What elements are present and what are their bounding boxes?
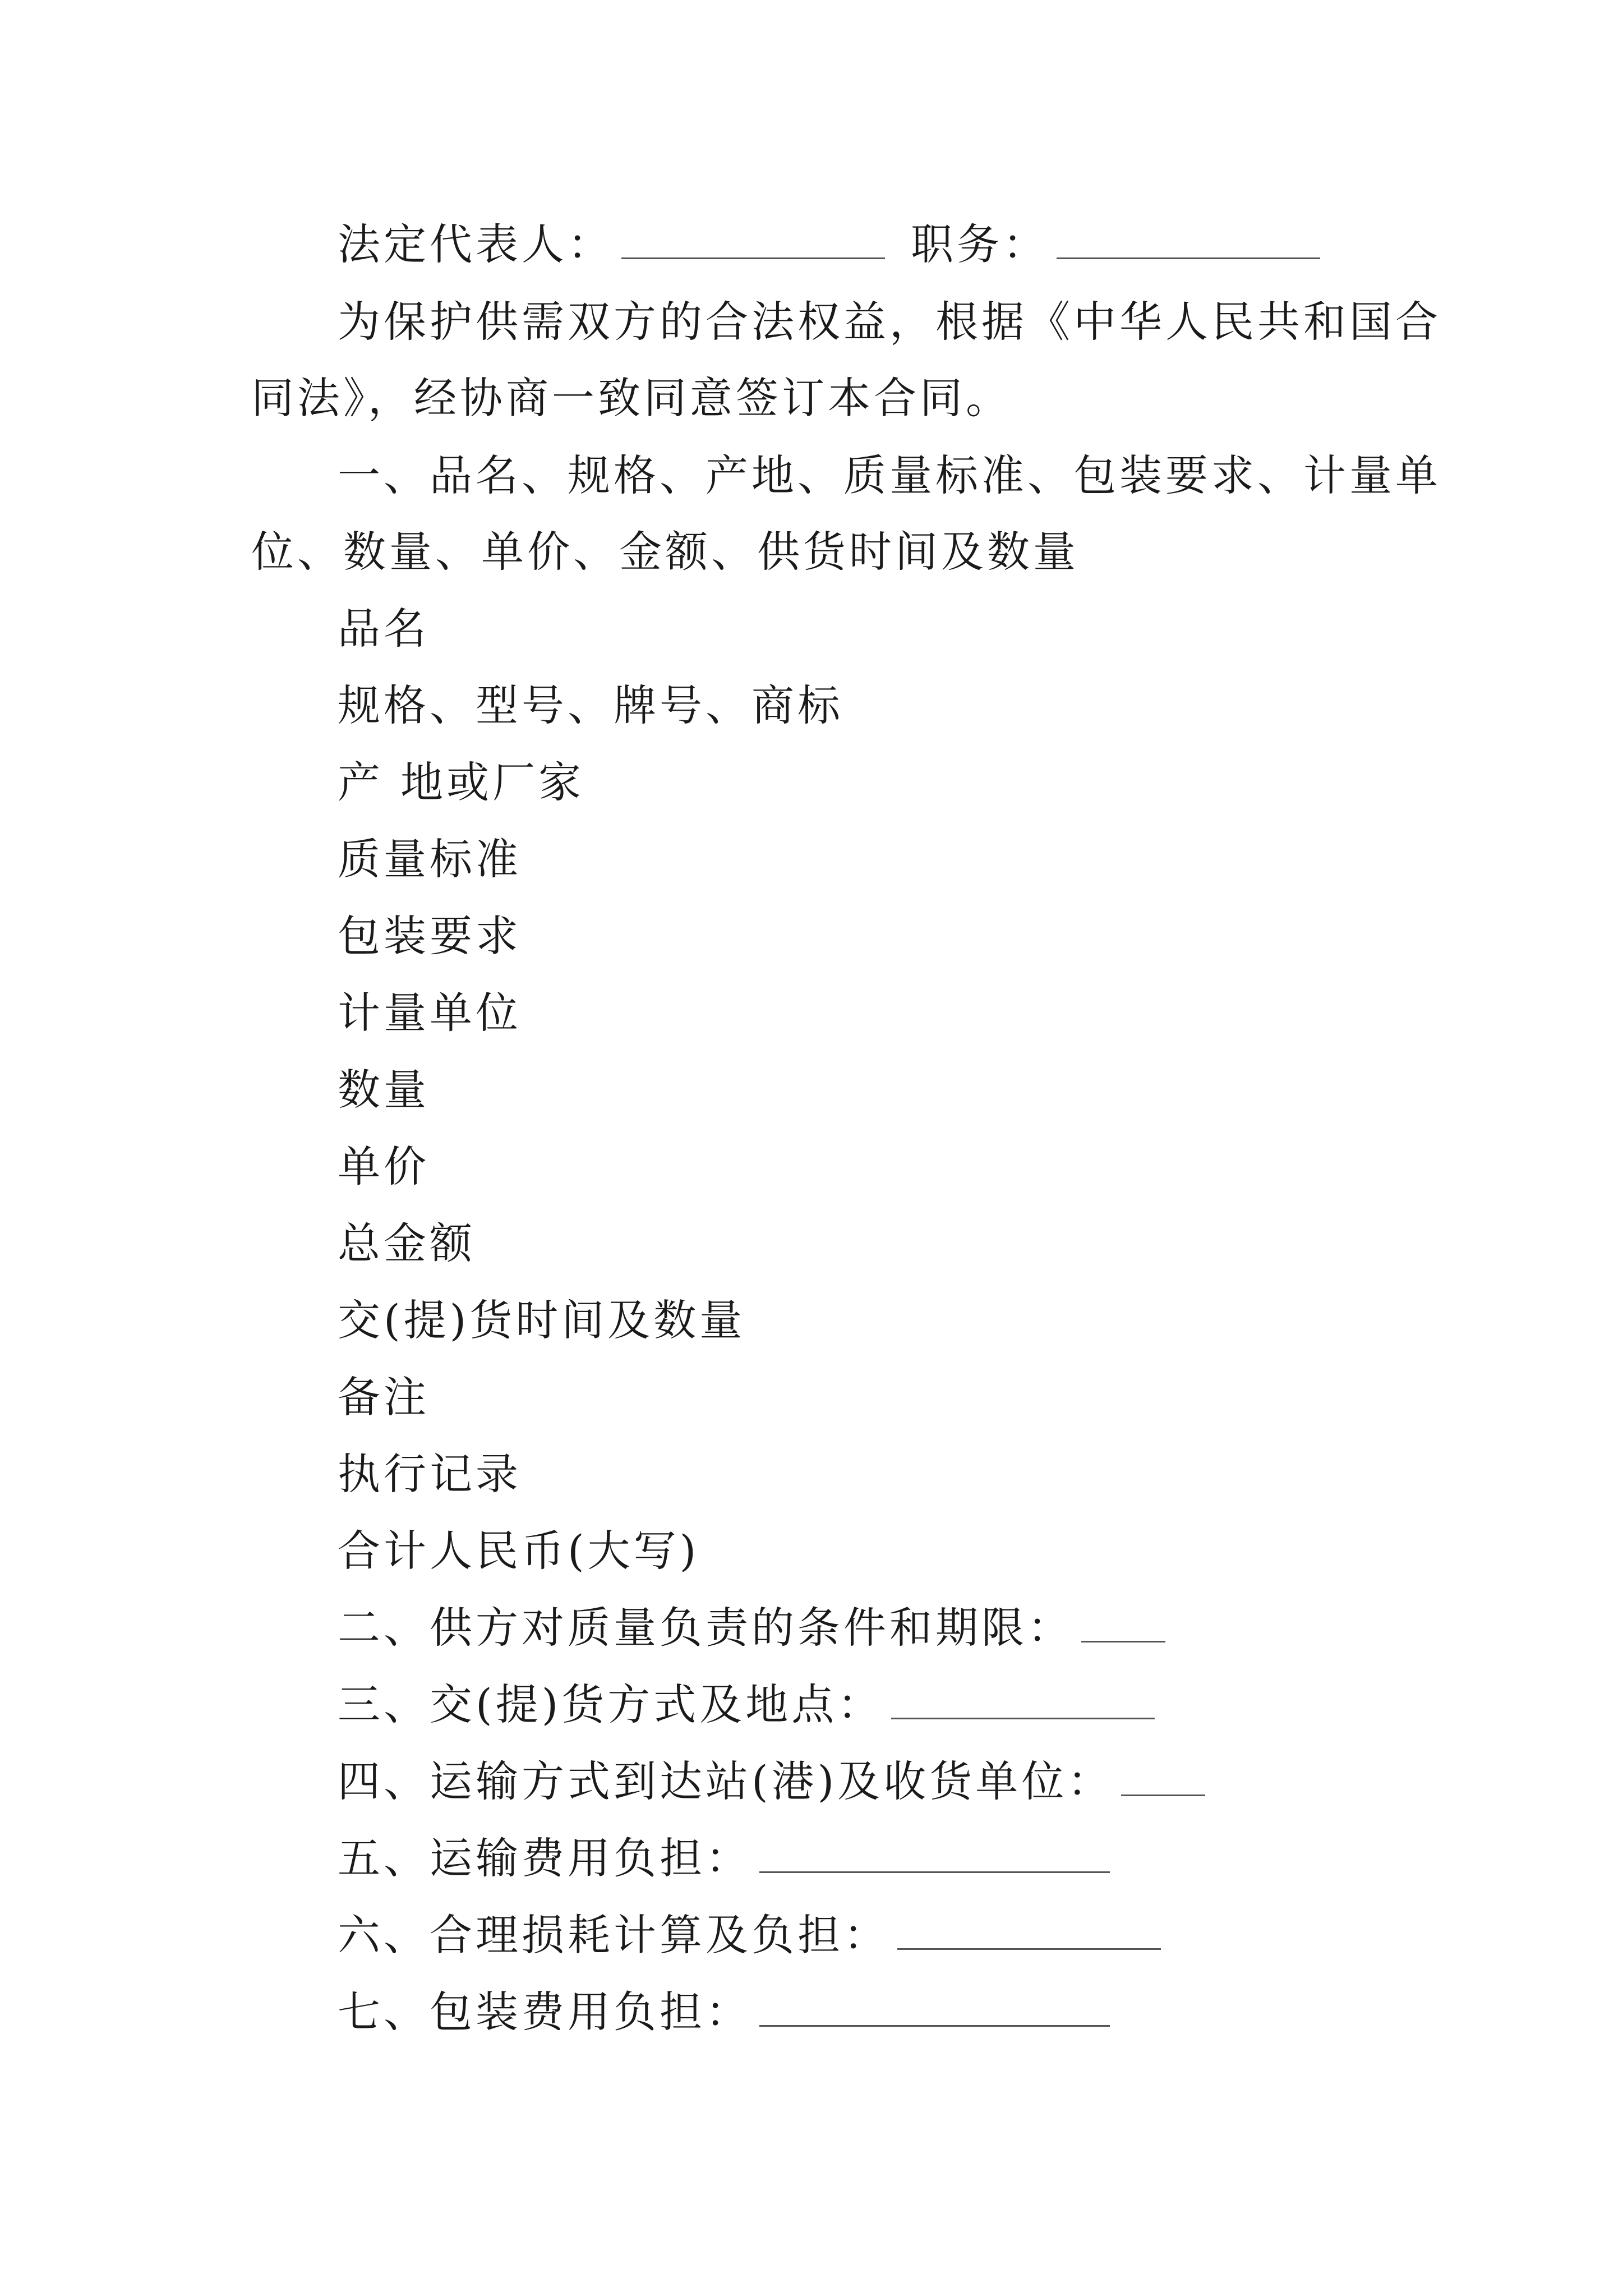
- legal-rep-label: 法定代表人：: [338, 219, 614, 269]
- item-quantity: 数量: [338, 1065, 430, 1115]
- item-packaging: 包装要求: [338, 911, 522, 961]
- position-blank: [1057, 218, 1320, 259]
- clause-7-label: 七、包装费用负担：: [338, 1987, 751, 2037]
- item-origin: 产 地或厂家: [338, 757, 585, 807]
- clause-4: [338, 1755, 1205, 1809]
- section1-line-2: 位、数量、单价、金额、供货时间及数量: [251, 527, 1079, 577]
- position-label: 职务：: [911, 219, 1049, 269]
- clause-2-label: 二、供方对质量负责的条件和期限：: [338, 1603, 1073, 1653]
- clause-3-label: 三、交(提)货方式及地点：: [338, 1680, 884, 1729]
- legal-rep-blank: [621, 218, 885, 259]
- item-quality: 质量标准: [338, 834, 522, 884]
- clause-6-blank: [897, 1909, 1161, 1950]
- clause-4-label: 四、运输方式到达站(港)及收货单位：: [338, 1756, 1114, 1806]
- intro-line-1: 为保护供需双方的合法权益，根据《中华人民共和国合: [338, 297, 1441, 347]
- clause-2-blank: [1081, 1602, 1165, 1642]
- clause-7-blank: [759, 1986, 1110, 2027]
- item-total: 总金额: [338, 1218, 476, 1268]
- clause-3: [338, 1678, 1155, 1732]
- clause-4-blank: [1121, 1755, 1205, 1796]
- clause-5-blank: [759, 1832, 1110, 1873]
- clause-2: [338, 1601, 1165, 1655]
- clause-5: [338, 1832, 1110, 1885]
- item-total-rmb: 合计人民币(大写): [338, 1526, 700, 1576]
- item-unit-price: 单价: [338, 1142, 430, 1191]
- item-spec: 规格、型号、牌号、商标: [338, 680, 843, 730]
- item-remarks: 备注: [338, 1372, 430, 1422]
- item-product-name: 品名: [338, 604, 430, 654]
- clause-6: [338, 1908, 1161, 1962]
- item-unit: 计量单位: [338, 988, 522, 1038]
- item-execution-record: 执行记录: [338, 1449, 522, 1499]
- item-delivery-time: 交(提)货时间及数量: [338, 1295, 746, 1345]
- section1-line-1: 一、品名、规格、产地、质量标准、包装要求、计量单: [338, 450, 1441, 500]
- legal-rep-line: [338, 218, 1320, 272]
- intro-line-2: 同法》，经协商一致同意签订本合同。: [251, 373, 1012, 423]
- clause-3-blank: [891, 1678, 1155, 1719]
- clause-5-label: 五、运输费用负担：: [338, 1833, 751, 1883]
- clause-7: [338, 1985, 1110, 2039]
- clause-6-label: 六、合理损耗计算及负担：: [338, 1910, 889, 1960]
